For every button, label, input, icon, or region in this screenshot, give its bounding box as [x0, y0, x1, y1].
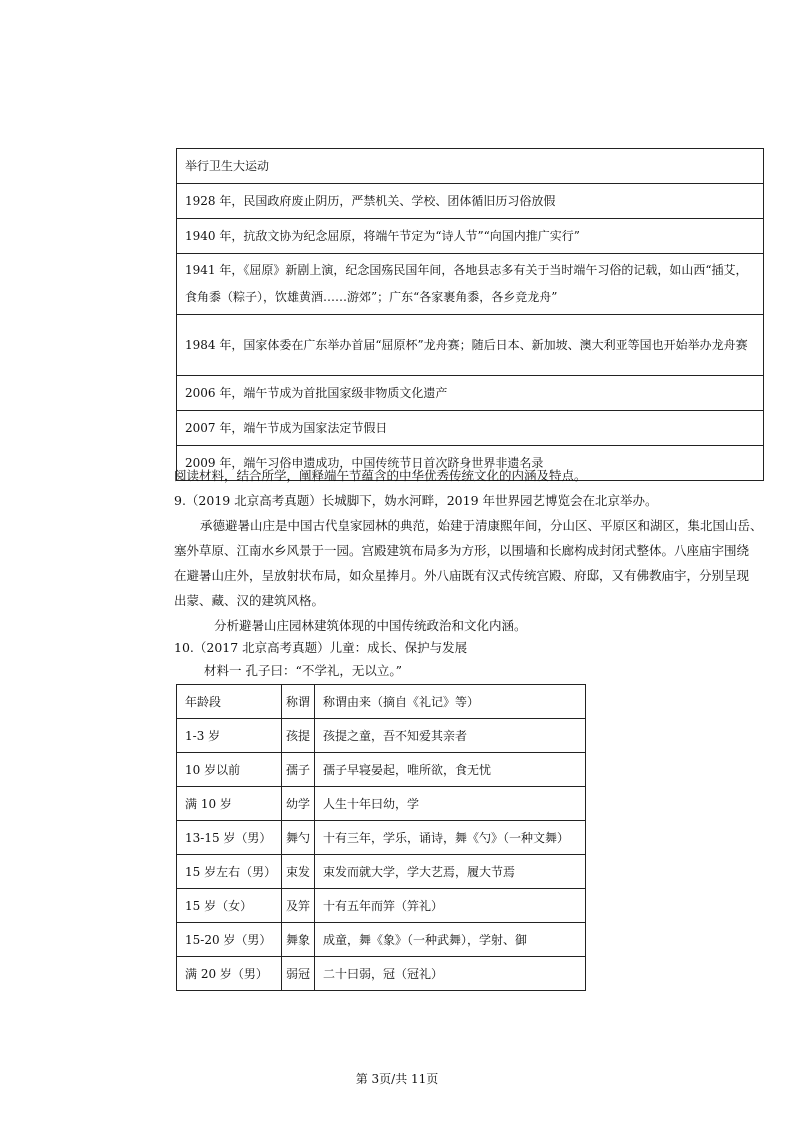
- title-cell: 孩提: [282, 719, 315, 753]
- column-header: 称谓: [282, 685, 315, 719]
- table-header-row: [177, 685, 586, 719]
- q9-body-line: 承德避暑山庄是中国古代皇家园林的典范，始建于清康熙年间，分山区、平原区和湖区，集北国山岳、: [200, 518, 763, 533]
- age-cell: 1-3 岁: [177, 719, 282, 753]
- q9-body-line: 在避暑山庄外，呈放射状布局，如众星捧月。外八庙既有汉式传统宫殿、府邸，又有佛教庙宇，分别呈现: [174, 568, 750, 583]
- age-cell: 10 岁以前: [177, 753, 282, 787]
- q10-heading: 10.（2017 北京高考真题）儿童：成长、保护与发展: [174, 640, 468, 655]
- origin-cell: 成童，舞《象》（一种武舞），学射、御: [315, 923, 586, 957]
- column-header: 称谓由来（摘自《礼记》等）: [315, 685, 586, 719]
- origin-cell: 孺子早寝晏起，唯所欲，食无忧: [315, 753, 586, 787]
- origin-cell: 二十曰弱，冠（冠礼）: [315, 957, 586, 991]
- age-cell: 13-15 岁（男）: [177, 821, 282, 855]
- age-cell: 15-20 岁（男）: [177, 923, 282, 957]
- q8-instruction: 阅读材料，结合所学，阐释端午节蕴含的中华优秀传统文化的内涵及特点。: [174, 468, 587, 483]
- table-row: [177, 821, 586, 855]
- table-row: [177, 923, 586, 957]
- title-cell: 孺子: [282, 753, 315, 787]
- table-row: [177, 219, 764, 254]
- origin-cell: 十有三年，学乐，诵诗，舞《勺》（一种文舞）: [315, 821, 586, 855]
- age-titles-table: [176, 684, 586, 991]
- age-cell: 15 岁左右（男）: [177, 855, 282, 889]
- q9-body-line: 塞外草原、江南水乡风景于一园。宫殿建筑布局多为方形，以围墙和长廊构成封闭式整体。八座庙宇围绕: [174, 543, 750, 558]
- q9-heading: 9.（2019 北京高考真题）长城脚下，妫水河畔，2019 年世界园艺博览会在北京举办。: [174, 493, 658, 508]
- timeline-cell: 2006 年，端午节成为首批国家级非物质文化遗产: [177, 376, 764, 411]
- origin-cell: 十有五年而笄（笄礼）: [315, 889, 586, 923]
- age-cell: 满 20 岁（男）: [177, 957, 282, 991]
- table-row: [177, 315, 764, 376]
- table-row: [177, 753, 586, 787]
- title-cell: 弱冠: [282, 957, 315, 991]
- festival-timeline-table: [176, 148, 764, 481]
- timeline-cell: 2009 年，端午习俗申遗成功，中国传统节日首次跻身世界非遗名录: [177, 446, 764, 481]
- origin-cell: 人生十年曰幼，学: [315, 787, 586, 821]
- table-row: [177, 889, 586, 923]
- table-row: [177, 149, 764, 184]
- timeline-cell: 1928 年，民国政府废止阴历，严禁机关、学校、团体循旧历习俗放假: [177, 184, 764, 219]
- table-row: [177, 254, 764, 315]
- age-cell: 满 10 岁: [177, 787, 282, 821]
- origin-cell: 束发而就大学，学大艺焉，履大节焉: [315, 855, 586, 889]
- table-row: [177, 376, 764, 411]
- q9-task: 分析避暑山庄园林建筑体现的中国传统政治和文化内涵。: [214, 618, 527, 633]
- title-cell: 幼学: [282, 787, 315, 821]
- q10-material1: 材料一 孔子曰：“不学礼，无以立。”: [204, 663, 403, 678]
- table-row: [177, 184, 764, 219]
- table-row: [177, 411, 764, 446]
- title-cell: 束发: [282, 855, 315, 889]
- age-cell: 15 岁（女）: [177, 889, 282, 923]
- q9-body-line: 出蒙、藏、汉的建筑风格。: [174, 593, 325, 608]
- title-cell: 及笄: [282, 889, 315, 923]
- table-row: [177, 855, 586, 889]
- title-cell: 舞勺: [282, 821, 315, 855]
- column-header: 年龄段: [177, 685, 282, 719]
- timeline-cell: 2007 年，端午节成为国家法定节假日: [177, 411, 764, 446]
- page-footer: 第 3页/共 11页: [355, 1072, 439, 1086]
- table-row: [177, 719, 586, 753]
- table-row: [177, 957, 586, 991]
- table-row: [177, 787, 586, 821]
- timeline-cell: 1941 年，《屈原》新剧上演，纪念国殇民国年间，各地县志多有关于当时端午习俗的记载，如山西“插艾，食角黍（粽子），饮雄黄酒……游郊”；广东“各家裹角黍，各乡竞龙舟”: [177, 254, 764, 315]
- timeline-cell: 1984 年，国家体委在广东举办首届“屈原杯”龙舟赛；随后日本、新加坡、澳大利亚等国也开始举办龙舟赛: [177, 315, 764, 376]
- timeline-cell: 举行卫生大运动: [177, 149, 764, 184]
- timeline-cell: 1940 年，抗敌文协为纪念屈原，将端午节定为“诗人节”“向国内推广实行”: [177, 219, 764, 254]
- origin-cell: 孩提之童，吾不知爱其亲者: [315, 719, 586, 753]
- title-cell: 舞象: [282, 923, 315, 957]
